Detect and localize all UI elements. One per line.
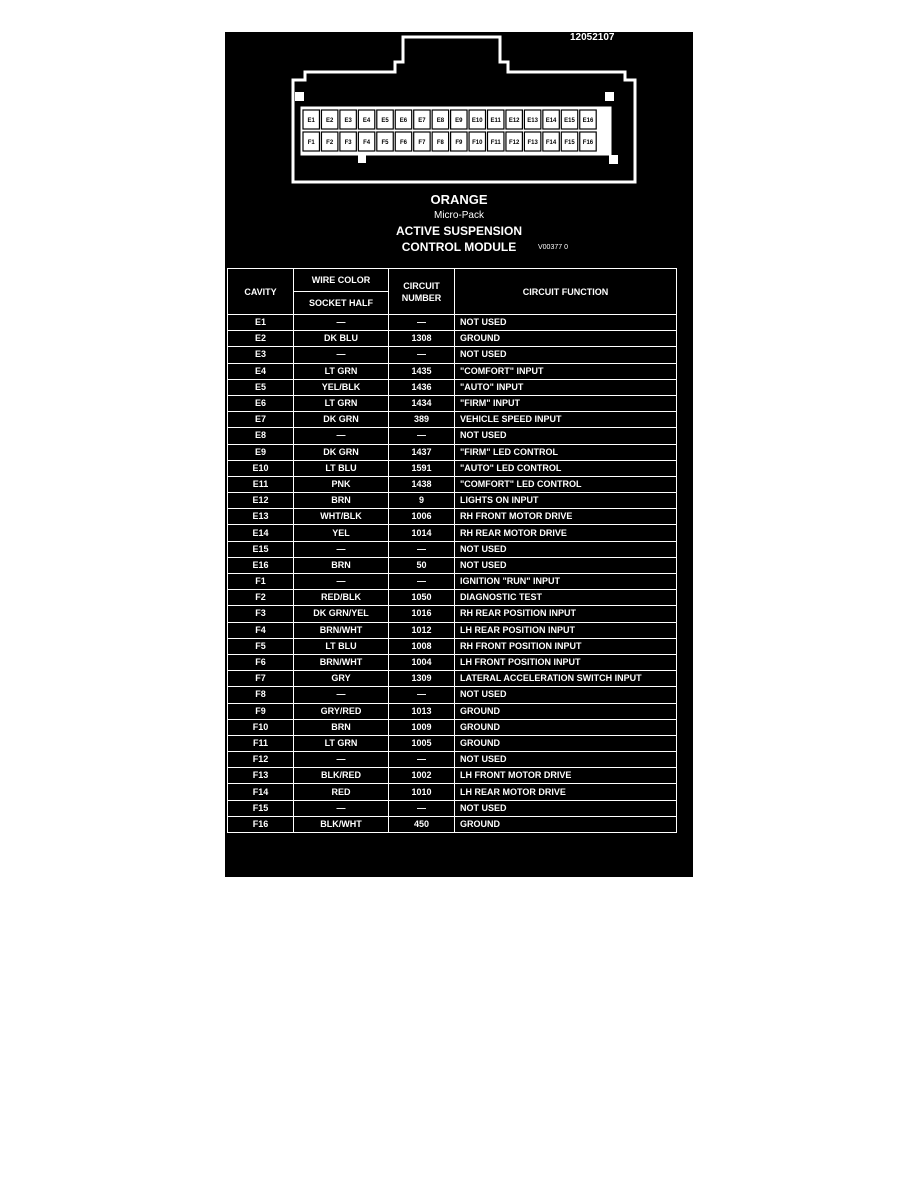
cavity-cell: E15	[228, 541, 294, 557]
wire-color-cell: BRN/WHT	[294, 622, 389, 638]
wire-color-cell: YEL	[294, 525, 389, 541]
circuit-number-cell: 1012	[389, 622, 455, 638]
wire-color-cell: WHT/BLK	[294, 509, 389, 525]
circuit-function-cell: LH FRONT MOTOR DRIVE	[455, 768, 677, 784]
table-row	[228, 476, 677, 492]
cavity-cell: E11	[228, 476, 294, 492]
cavity-label: F5	[381, 140, 389, 146]
cavity-cell: E5	[228, 379, 294, 395]
cavity-label: F6	[399, 140, 407, 146]
table-row	[228, 395, 677, 411]
cavity-cell: E7	[228, 412, 294, 428]
circuit-function-cell: NOT USED	[455, 687, 677, 703]
part-number: 12052107	[570, 32, 615, 43]
circuit-number-cell: —	[389, 800, 455, 816]
circuit-function-cell: NOT USED	[455, 315, 677, 331]
circuit-function-cell: LATERAL ACCELERATION SWITCH INPUT	[455, 671, 677, 687]
cavity-label: F7	[418, 140, 426, 146]
connector-face-diagram	[225, 32, 693, 192]
circuit-function-cell: DIAGNOSTIC TEST	[455, 590, 677, 606]
cavity-label: F4	[363, 140, 371, 146]
cavity-label: F16	[582, 140, 594, 146]
circuit-function-cell: "FIRM" LED CONTROL	[455, 444, 677, 460]
header-socket-half: SOCKET HALF	[294, 292, 389, 315]
circuit-number-cell: —	[389, 428, 455, 444]
wire-color-cell: DK GRN/YEL	[294, 606, 389, 622]
wire-color-cell: BRN	[294, 719, 389, 735]
cavity-cell: E14	[228, 525, 294, 541]
table-row	[228, 574, 677, 590]
circuit-function-cell: "COMFORT" LED CONTROL	[455, 476, 677, 492]
table-row	[228, 460, 677, 476]
cavity-label: F10	[472, 140, 483, 146]
table-row	[228, 363, 677, 379]
cavity-label: F11	[490, 140, 501, 146]
circuit-function-cell: "FIRM" INPUT	[455, 395, 677, 411]
circuit-number-cell: 1008	[389, 638, 455, 654]
wire-color-cell: LT GRN	[294, 395, 389, 411]
wire-color-cell: RED	[294, 784, 389, 800]
cavity-cell: F12	[228, 752, 294, 768]
module-name-line1: ACTIVE SUSPENSION	[395, 224, 523, 238]
cavity-label: E2	[326, 118, 334, 124]
cavity-cell: F13	[228, 768, 294, 784]
circuit-function-cell: GROUND	[455, 331, 677, 347]
cavity-label: F8	[436, 140, 444, 146]
cavity-cell: E10	[228, 460, 294, 476]
table-row	[228, 752, 677, 768]
circuit-number-cell: 1591	[389, 460, 455, 476]
circuit-number-cell: 1013	[389, 703, 455, 719]
table-row	[228, 509, 677, 525]
wire-color-cell: DK GRN	[294, 412, 389, 428]
cavity-cell: F11	[228, 735, 294, 751]
table-row	[228, 816, 677, 832]
cavity-cell: F6	[228, 654, 294, 670]
wire-color-cell: LT GRN	[294, 363, 389, 379]
table-row	[228, 590, 677, 606]
cavity-label: E4	[362, 118, 371, 124]
wire-color-cell: BRN	[294, 493, 389, 509]
cavity-label: E8	[436, 118, 445, 124]
table-row	[228, 379, 677, 395]
circuit-number-cell: 1006	[389, 509, 455, 525]
circuit-number-cell: —	[389, 574, 455, 590]
circuit-number-cell: 1309	[389, 671, 455, 687]
table-row	[228, 703, 677, 719]
cavity-cell: F9	[228, 703, 294, 719]
wire-color-cell: BRN	[294, 557, 389, 573]
cavity-cell: E1	[228, 315, 294, 331]
table-row	[228, 638, 677, 654]
circuit-number-cell: —	[389, 347, 455, 363]
circuit-function-cell: "AUTO" INPUT	[455, 379, 677, 395]
cavity-label: E14	[545, 118, 557, 124]
cavity-cell: F8	[228, 687, 294, 703]
circuit-function-cell: LH REAR MOTOR DRIVE	[455, 784, 677, 800]
cavity-label: E3	[344, 118, 352, 124]
cavity-label: E1	[307, 118, 315, 124]
wire-color-cell: —	[294, 428, 389, 444]
table-row	[228, 800, 677, 816]
cavity-label: E11	[490, 118, 501, 124]
table-row	[228, 784, 677, 800]
wire-color-cell: —	[294, 800, 389, 816]
circuit-number-cell: —	[389, 541, 455, 557]
table-row	[228, 444, 677, 460]
table-row	[228, 768, 677, 784]
wire-color-cell: RED/BLK	[294, 590, 389, 606]
header-cavity: CAVITY	[228, 269, 294, 315]
circuit-function-cell: LH FRONT POSITION INPUT	[455, 654, 677, 670]
table-row	[228, 557, 677, 573]
wire-color-cell: PNK	[294, 476, 389, 492]
latch-square	[609, 155, 618, 164]
pinout-table	[227, 268, 677, 833]
cavity-cell: E2	[228, 331, 294, 347]
circuit-number-cell: —	[389, 315, 455, 331]
circuit-function-cell: LIGHTS ON INPUT	[455, 493, 677, 509]
wire-color-cell: DK GRN	[294, 444, 389, 460]
circuit-number-cell: 1308	[389, 331, 455, 347]
cavity-label: E15	[564, 118, 575, 124]
connector-panel	[225, 32, 693, 877]
circuit-number-cell: 1437	[389, 444, 455, 460]
cavity-cell: F4	[228, 622, 294, 638]
circuit-number-cell: 389	[389, 412, 455, 428]
circuit-number-cell: 1004	[389, 654, 455, 670]
circuit-number-cell: 1005	[389, 735, 455, 751]
cavity-label: F15	[564, 140, 575, 146]
cavity-cell: E12	[228, 493, 294, 509]
circuit-function-cell: NOT USED	[455, 557, 677, 573]
cavity-label: E5	[381, 118, 389, 124]
header-circuit-function: CIRCUIT FUNCTION	[455, 269, 677, 315]
table-row	[228, 654, 677, 670]
cavity-label: F9	[455, 140, 463, 146]
cavity-cell: F2	[228, 590, 294, 606]
circuit-number-cell: 1438	[389, 476, 455, 492]
wire-color-cell: LT BLU	[294, 638, 389, 654]
circuit-function-cell: GROUND	[455, 719, 677, 735]
circuit-function-cell: "AUTO" LED CONTROL	[455, 460, 677, 476]
circuit-number-cell: 1050	[389, 590, 455, 606]
cavity-cell: F3	[228, 606, 294, 622]
wire-color-cell: DK BLU	[294, 331, 389, 347]
cavity-cell: F15	[228, 800, 294, 816]
circuit-function-cell: VEHICLE SPEED INPUT	[455, 412, 677, 428]
table-row	[228, 719, 677, 735]
circuit-function-cell: GROUND	[455, 703, 677, 719]
cavity-cell: F1	[228, 574, 294, 590]
table-row	[228, 735, 677, 751]
connector-color: ORANGE	[430, 192, 488, 207]
circuit-number-cell: 450	[389, 816, 455, 832]
cavity-cell: F5	[228, 638, 294, 654]
cavity-cell: E16	[228, 557, 294, 573]
cavity-label: F12	[509, 140, 520, 146]
cavity-cell: E13	[228, 509, 294, 525]
wire-color-cell: —	[294, 752, 389, 768]
circuit-function-cell: RH REAR POSITION INPUT	[455, 606, 677, 622]
wire-color-cell: —	[294, 687, 389, 703]
table-header-row	[228, 269, 677, 292]
wire-color-cell: —	[294, 347, 389, 363]
table-row	[228, 493, 677, 509]
circuit-function-cell: NOT USED	[455, 800, 677, 816]
connector-type: Micro-Pack	[433, 210, 484, 221]
cavity-cell: F14	[228, 784, 294, 800]
cavity-label: E9	[455, 118, 463, 124]
latch-square	[295, 92, 304, 101]
wire-color-cell: LT GRN	[294, 735, 389, 751]
wire-color-cell: GRY	[294, 671, 389, 687]
table-row	[228, 541, 677, 557]
wire-color-cell: —	[294, 541, 389, 557]
circuit-function-cell: GROUND	[455, 816, 677, 832]
cavity-cell: F7	[228, 671, 294, 687]
table-row	[228, 315, 677, 331]
latch-square	[358, 155, 366, 163]
table-row	[228, 606, 677, 622]
circuit-number-cell: 1016	[389, 606, 455, 622]
cavity-cell: E3	[228, 347, 294, 363]
cavity-label: F1	[307, 140, 315, 146]
cavity-label: E10	[471, 118, 483, 124]
circuit-number-cell: 1009	[389, 719, 455, 735]
wire-color-cell: LT BLU	[294, 460, 389, 476]
circuit-number-cell: —	[389, 687, 455, 703]
wire-color-cell: BLK/WHT	[294, 816, 389, 832]
cavity-cell: F10	[228, 719, 294, 735]
cavity-cell: E6	[228, 395, 294, 411]
header-wire-color: WIRE COLOR	[294, 269, 389, 292]
table-row	[228, 428, 677, 444]
circuit-function-cell: NOT USED	[455, 347, 677, 363]
table-row	[228, 412, 677, 428]
circuit-number-cell: 1014	[389, 525, 455, 541]
wire-color-cell: GRY/RED	[294, 703, 389, 719]
cavity-cell: E9	[228, 444, 294, 460]
cavity-label: E12	[508, 118, 520, 124]
table-row	[228, 525, 677, 541]
cavity-cell: E4	[228, 363, 294, 379]
circuit-number-cell: 1436	[389, 379, 455, 395]
header-circuit-number: CIRCUIT NUMBER	[389, 269, 455, 315]
table-row	[228, 687, 677, 703]
table-row	[228, 331, 677, 347]
table-row	[228, 347, 677, 363]
circuit-number-cell: 1435	[389, 363, 455, 379]
circuit-function-cell: "COMFORT" INPUT	[455, 363, 677, 379]
circuit-number-cell: 1002	[389, 768, 455, 784]
circuit-function-cell: RH REAR MOTOR DRIVE	[455, 525, 677, 541]
circuit-number-cell: 9	[389, 493, 455, 509]
circuit-number-cell: 1434	[389, 395, 455, 411]
circuit-function-cell: NOT USED	[455, 752, 677, 768]
wire-color-cell: BLK/RED	[294, 768, 389, 784]
cavity-label: F3	[344, 140, 352, 146]
circuit-function-cell: RH FRONT POSITION INPUT	[455, 638, 677, 654]
circuit-number-cell: —	[389, 752, 455, 768]
cavity-cell: F16	[228, 816, 294, 832]
cavity-label: F2	[326, 140, 334, 146]
circuit-function-cell: LH REAR POSITION INPUT	[455, 622, 677, 638]
circuit-function-cell: NOT USED	[455, 428, 677, 444]
cavity-label: E13	[527, 118, 538, 124]
table-row	[228, 671, 677, 687]
circuit-function-cell: GROUND	[455, 735, 677, 751]
circuit-number-cell: 50	[389, 557, 455, 573]
circuit-function-cell: NOT USED	[455, 541, 677, 557]
wire-color-cell: YEL/BLK	[294, 379, 389, 395]
cavity-label: F13	[527, 140, 538, 146]
cavity-label: E7	[418, 118, 426, 124]
table-row	[228, 622, 677, 638]
wire-color-cell: —	[294, 574, 389, 590]
circuit-function-cell: IGNITION "RUN" INPUT	[455, 574, 677, 590]
figure-code: V00377 0	[538, 244, 568, 251]
cavity-cell: E8	[228, 428, 294, 444]
wire-color-cell: —	[294, 315, 389, 331]
wire-color-cell: BRN/WHT	[294, 654, 389, 670]
cavity-label: F14	[545, 140, 557, 146]
cavity-label: E6	[399, 118, 408, 124]
latch-square	[605, 92, 614, 101]
circuit-number-cell: 1010	[389, 784, 455, 800]
module-name-line2: CONTROL MODULE	[401, 240, 517, 254]
cavity-label: E16	[582, 118, 594, 124]
circuit-function-cell: RH FRONT MOTOR DRIVE	[455, 509, 677, 525]
